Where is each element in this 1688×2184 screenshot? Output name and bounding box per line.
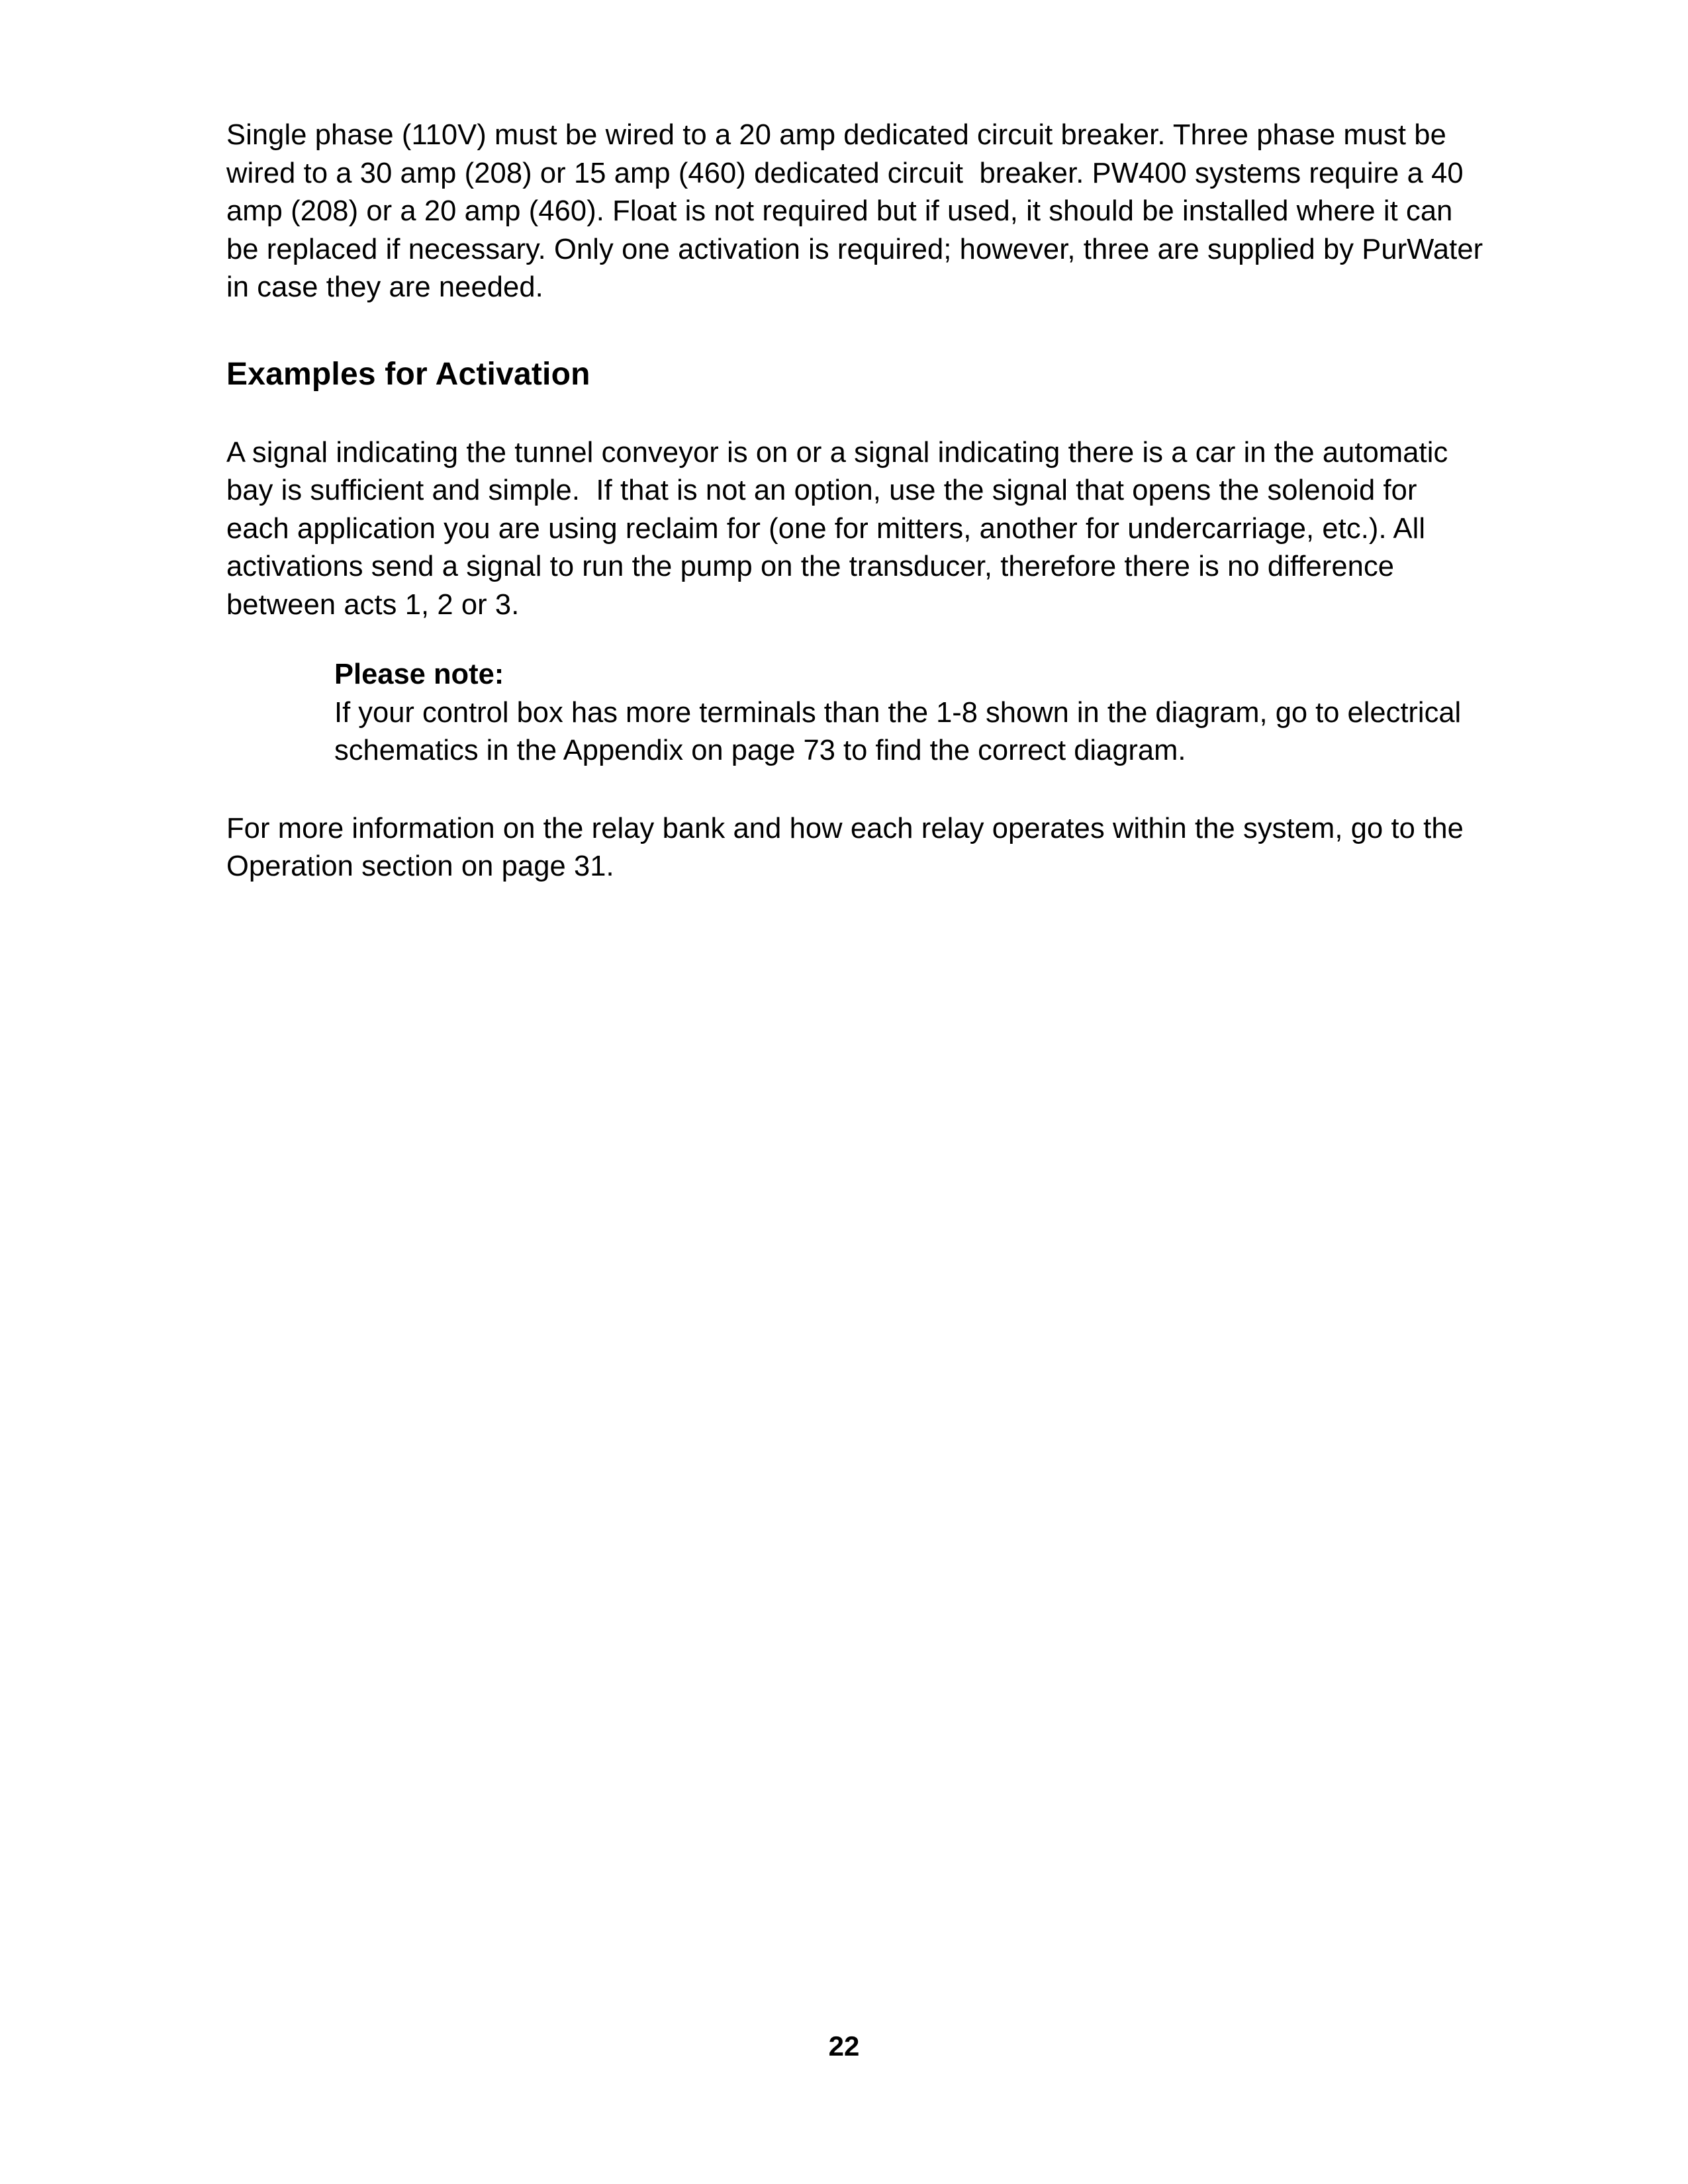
spacer-after-intro [226,307,1484,356]
activation-body-paragraph: A signal indicating the tunnel conveyor is on or a signal indicating there is a car in the automatic bay is sufficient and simple. If that is not an option, use the signal that opens the solenoid for each application you are using reclaim for (one for mitters, another for undercarriage, etc.). All activations send a signal to run the pump on the transducer, therefore there is no difference between acts 1, 2 or 3. [226,436,1456,621]
page-number: 22 [828,2030,860,2062]
note-body: If your control box has more terminals than the 1-8 shown in the diagram, go to electrical schematics in the Appendix on page 73 to find the correct diagram. [334,696,1470,766]
spacer-before-note [226,624,1484,656]
intro-paragraph: Single phase (110V) must be wired to a 20 amp dedicated circuit breaker. Three phase must be wired to a 30 amp (208) or 15 amp (460) dedicated circuit breaker. PW400 systems require a 40 amp (208) or a 20 amp (460). Float is not required but if used, it should be installed where it can be replaced if necessary. Only one activation is required; however, three are supplied by PurWater in case they are needed. [226,119,1491,303]
page-content [226,116,1491,886]
please-note-block [334,656,1486,770]
note-title: Please note: [334,659,504,690]
page-title: Examples for Activation [226,356,590,392]
more-information-paragraph: For more information on the relay bank and how each relay operates within the system, go to the Operation section on page 31. [226,812,1472,882]
spacer-after-heading [226,393,1484,434]
spacer-after-note [226,770,1484,810]
